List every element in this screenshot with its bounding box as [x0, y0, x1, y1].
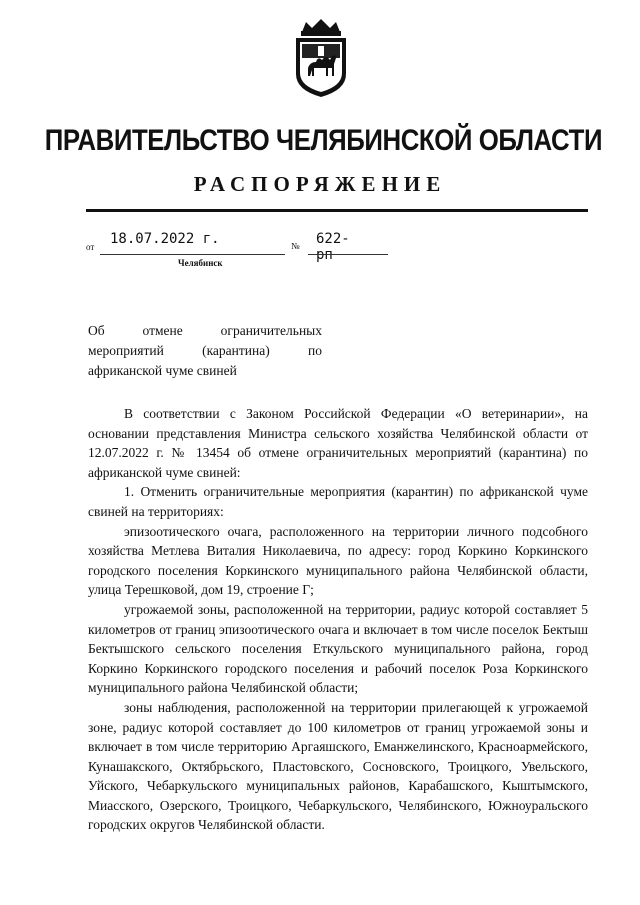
number-prefix: № — [291, 241, 300, 251]
document-number: 622-рп — [316, 231, 350, 263]
organization-title: ПРАВИТЕЛЬСТВО ЧЕЛЯБИНСКОЙ ОБЛАСТИ — [44, 124, 603, 157]
coat-of-arms-icon — [292, 18, 350, 98]
body-paragraph: В соответствии с Законом Российской Федерации «О ветеринарии», на основании представления Министра сельского хозяйства Челябинской области от 12.07.2022 г. № 13454 об отмене ограничительных мероприятий (карантина) по африканской чуме свиней: — [88, 406, 588, 480]
body-paragraph: угрожаемой зоны, расположенной на территории, радиус которой составляет 5 километров от границ эпизоотического очага и включает в том числе поселок Бектыш Бектышского сельского поселения Еткульского муниципального района, город Коркино Коркинского городского поселения и рабочий поселок Роза Коркинского муниципального района Челябинской области; — [88, 601, 588, 696]
body-paragraph: 1. Отменить ограничительные мероприятия (карантин) по африканской чуме свиней на территориях: — [88, 484, 588, 519]
document-type: РАСПОРЯЖЕНИЕ — [193, 172, 447, 196]
city-name: Челябинск — [178, 258, 223, 268]
subject-line: африканской чуме свиней — [88, 363, 237, 378]
date-prefix: от — [86, 242, 95, 252]
header-divider — [86, 209, 588, 212]
body-paragraph: зоны наблюдения, расположенной на территории прилегающей к угрожаемой зоне, радиус которой составляет до 100 километров от границ угрожаемой зоны и включает в том числе территорию Аргаяшского, Еманжелинского, Красноармейского, Кунашакского, Октябрьского, Пластовского, Сосновского, Троицкого, Увельского, Уйского, Чебаркульского муниципальных районов, Карабашского, Кыштымского, Миасского, Озерского, Троицкого, Чебаркульского, Челябинского, Южноуральского городских округов Челябинской области. — [88, 699, 588, 833]
number-underline — [308, 254, 388, 255]
subject-line: Об отмене ограничительных — [88, 323, 322, 338]
subject-line: мероприятий (карантина) по — [88, 343, 322, 358]
document-subject — [88, 321, 322, 381]
document-body — [88, 404, 588, 835]
date-underline — [100, 254, 285, 255]
document-date: 18.07.2022 г. — [110, 231, 220, 247]
body-paragraph: эпизоотического очага, расположенного на территории личного подсобного хозяйства Метлева Виталия Николаевича, по адресу: город Коркино Коркинского городского поселения Коркинского муниципального района Челябинской области, улица Терешковой, дом 19, строение Г; — [88, 523, 588, 598]
